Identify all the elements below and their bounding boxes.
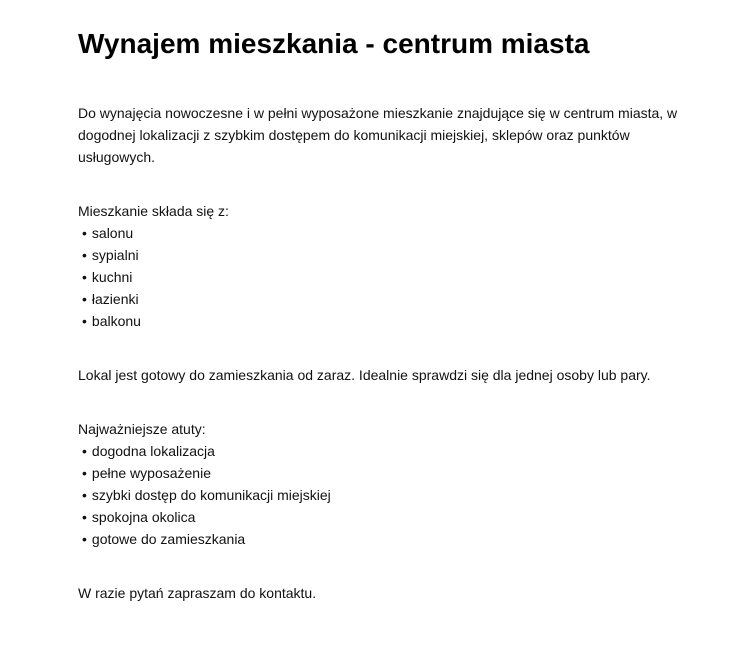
rooms-list-item: • łazienki: [82, 288, 713, 310]
page-title: Wynajem mieszkania - centrum miasta: [78, 28, 590, 59]
advantages-list-item: • pełne wyposażenie: [82, 462, 713, 484]
advantages-section: [78, 418, 713, 550]
rooms-section: [78, 200, 713, 332]
rooms-list-item: • salonu: [82, 222, 713, 244]
availability-paragraph: Lokal jest gotowy do zamieszkania od zaraz. Idealnie sprawdzi się dla jednej osoby lub pary.: [78, 367, 651, 383]
rooms-list: [78, 222, 713, 332]
advantages-list-item: • spokojna okolica: [82, 506, 713, 528]
advantages-list-item: • szybki dostęp do komunikacji miejskiej: [82, 484, 713, 506]
rooms-list-item: • sypialni: [82, 244, 713, 266]
advantages-list: [78, 440, 713, 550]
rooms-list-item: • balkonu: [82, 310, 713, 332]
advantages-list-item: • gotowe do zamieszkania: [82, 528, 713, 550]
intro-paragraph: Do wynajęcia nowoczesne i w pełni wyposażone mieszkanie znajdujące się w centrum miasta, w dogodnej lokalizacji z szybkim dostępem do komunikacji miejskiej, sklepów oraz punktów usługowych.: [78, 105, 678, 165]
rooms-list-item: • kuchni: [82, 266, 713, 288]
advantages-heading: Najważniejsze atuty:: [78, 421, 206, 437]
rooms-heading: Mieszkanie składa się z:: [78, 203, 229, 219]
closing-paragraph: W razie pytań zapraszam do kontaktu.: [78, 585, 317, 601]
advantages-list-item: • dogodna lokalizacja: [82, 440, 713, 462]
